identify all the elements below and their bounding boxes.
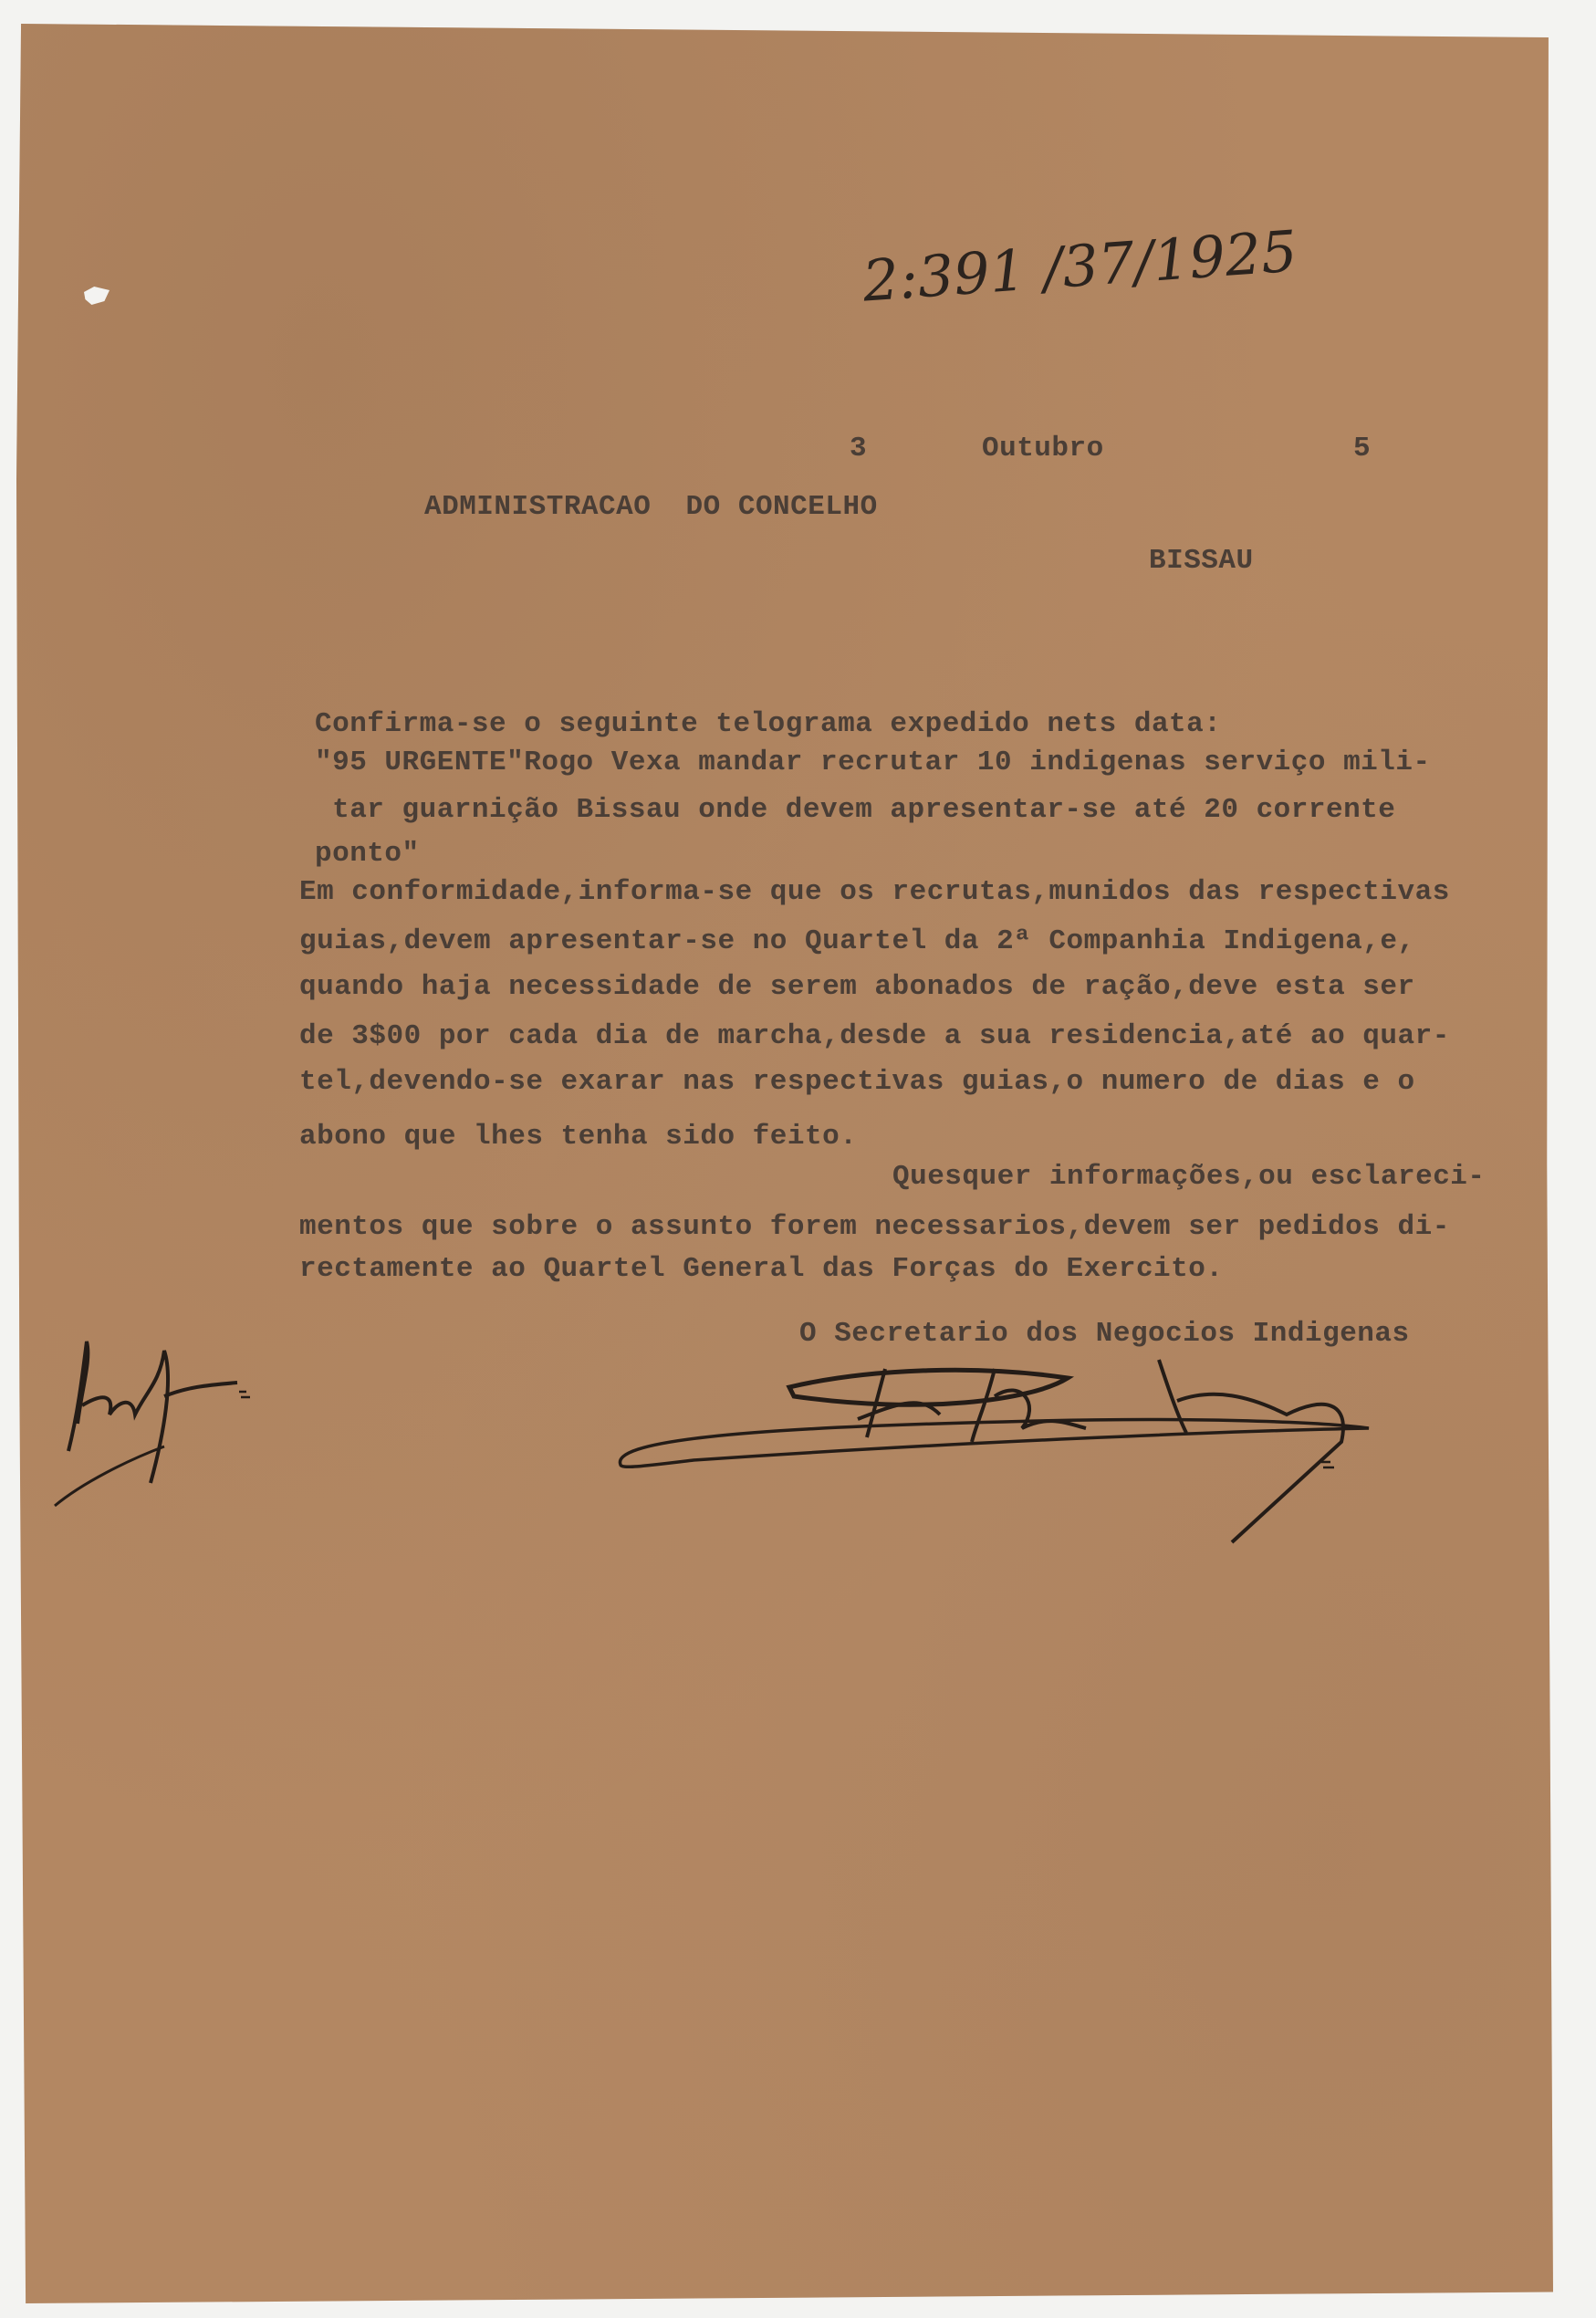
body-line-9: tel,devendo-se exarar nas respectivas guias,o numero de dias e o: [299, 1066, 1415, 1098]
body-line-5: Em conformidade,informa-se que os recrutas,munidos das respectivas: [299, 876, 1450, 908]
signature-main: [593, 1314, 1414, 1524]
body-line-12: mentos que sobre o assunto forem necessarios,devem ser pedidos di-: [299, 1211, 1450, 1243]
date-year-digit: 5: [1353, 433, 1372, 465]
body-line-7: quando haja necessidade de serem abonados de ração,deve esta ser: [299, 971, 1415, 1003]
body-line-2: "95 URGENTE"Rogo Vexa mandar recrutar 10 indigenas serviço mili-: [315, 747, 1431, 778]
body-line-11: Quesquer informações,ou esclareci-: [892, 1161, 1486, 1193]
body-line-6: guias,devem apresentar-se no Quartel da 2ª Companhia Indigena,e,: [299, 925, 1415, 957]
date-month: Outubro: [982, 433, 1104, 465]
body-line-4: ponto": [315, 838, 420, 870]
body-line-10: abono que lhes tenha sido feito.: [299, 1121, 858, 1153]
handwritten-reference-number: 2:391 /37/1925: [861, 217, 1299, 315]
signature-margin-initials: [27, 1278, 265, 1551]
body-line-3: tar guarnição Bissau onde devem apresentar-se até 20 corrente: [315, 794, 1396, 826]
recipient-city: BISSAU: [1149, 545, 1254, 577]
recipient-name: ADMINISTRACAO DO CONCELHO: [424, 491, 878, 523]
body-line-1: Confirma-se o seguinte telograma expedido nets data:: [315, 708, 1222, 740]
body-line-13: rectamente ao Quartel General das Forças do Exercito.: [299, 1253, 1224, 1285]
date-day: 3: [850, 433, 868, 465]
body-line-8: de 3$00 por cada dia de marcha,desde a sua residencia,até ao quar-: [299, 1020, 1450, 1052]
signature-title: O Secretario dos Negocios Indigenas: [799, 1318, 1410, 1350]
